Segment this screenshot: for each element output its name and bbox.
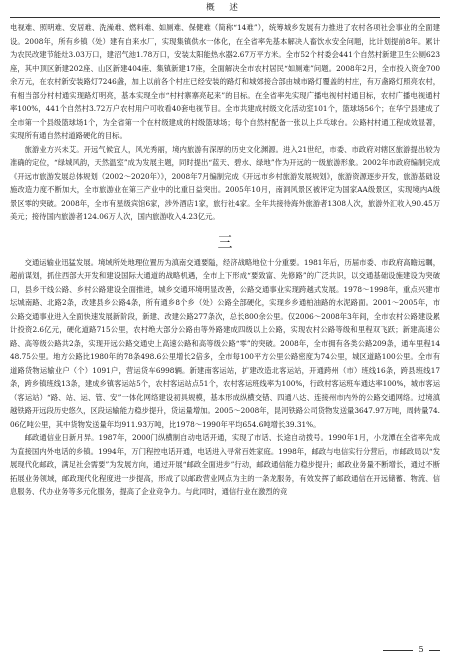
header-rule	[10, 17, 440, 18]
running-header: 概 述	[206, 3, 244, 13]
paragraph-tourism: 旅游业方兴未艾。开远气候宜人，风光秀丽，境内旅游有深厚的历史文化渊源。进入21世纪，市委、市政府对辖区旅游提出较为准确的定位，“绿城风韵，天然温室”成为发展主题，同时提出“蓝天、碧水、绿地”作为开远的一级旅游形象。2002年市政府编制完成《开远市旅游发展总体规划（2002～2020年）》，2008年7月编制完成《开远市乡村旅游发展规划》，旅游资源逐步开发，旅游基础设施改造力度不断加大，全市旅游业在第三产业中的比重日益突出。2005年10月，南洞风景区被评定为国家AA级景区，实现境内A级景区零的突破。2008年，全市有星级宾馆6家，涉外酒店1家，旅行社4家。全年共接待海外旅游者1308人次，旅游外汇收入90.45万美元；接待国内旅游者124.06万人次，国内旅游收入4.23亿元。	[10, 144, 440, 221]
section-number: 三	[217, 232, 233, 251]
paragraph-posts-telecom: 邮政通信业日新月异。1987年，2000门纵横制自动电话开通，实现了市话、长途自动拨号。1990年1月，小龙潭在全省率先成为直接国内外电话的乡镇。1994年，万门程控电话开通，电话进入寻常百姓家庭。1998年，邮政与电信实行分营后，市邮政局以“发展现代化邮政，满足社会需要”为发展方向，通过开展“邮政全面进步”行动，邮政通信能力稳步提升；邮政业务量不断增长，通过不断拓展业务领域，邮政现代化程度进一步提高，形成了以邮政营业网点为主的一条龙服务，有效发挥了邮政通信在开远储蓄、物流、信息服务、代办业务等多元化服务，提高了企业竞争力。与此同时，通信行业在激烈的竞	[10, 433, 440, 496]
page-number: 5	[418, 645, 424, 654]
paragraph-transport: 交通运输业迅猛发展。境域所处地理位置历为滇南交通要隘，经济战略地位十分重要。1981年后，历届市委、市政府高瞻远瞩，超前谋划，抓住西部大开发和建设国际大通道的战略机遇，全市上下形成“要致富、先修路”的广泛共识，以交通基础设施建设为突破口，县乡干线公路、乡村公路建设全面推进，城乡交通环境明显改善，公路交通事业实现跨越式发展。1978～1998年，重点兴建市坛城南路、北路2条，改建县乡公路4条，所有通乡8个乡（处）公路全部硬化，实现乡乡通柏油路的水泥路面。2001～2005年，市公路交通事业进入全面快速发展新阶段，新建、改建公路277条次，总长800余公里。仅2006～2008年3年间，全市农村公路建设累计投资2.6亿元，硬化道路715公里，农村绝大部分公路由等外路建成四级以上公路，实现农村公路等级和里程双飞跃；新建高速公路、高等级公路共2条，实现开远公路交通史上高速公路和高等级公路“零”的突破。2008年，全市拥有各类公路209条，通车里程1448.75公里。地方公路比1980年的78条498.6公里增长2倍多，全市每100平方公里公路密度为74公里，城区道路100公里。全市有道路货物运输业户（个）1091户，营运货车6998辆。新建南客运站，扩建改造北客运站，开通跨州（市）班线16条，跨县班线17条，跨乡镇班线13条，建成乡镇客运站5个，农村客运站点51个，农村客运班线率为100%，行政村客运班车通达率100%，城市客运（客运站）“路、站、运、管、安”一体化网络建设初具规模，基本形成纵横交错、四通八达、连接州市内外的公路交通网络。过境滇越铁路开远段历史悠久，区段运输能力稳步提升，货运量增加。2005～2008年，昆河铁路公司货物发送量3647.97万吨，周转量74.06亿吨公里，其中货物发送量年均911.93万吨，比1978～1990年平均654.6吨增长39.31%。	[10, 257, 440, 429]
footer-rule-left	[383, 650, 413, 651]
footer-rule-right	[429, 650, 440, 651]
paragraph-infrastructure-continued: 电视难、照明难、安居难、洗澡难、燃料难、如厕难、保健难（简称“14难”），统筹城乡发展有力推进了农村各项社会事业的全面建设。2008年，所有乡镇（处）建有自来水厂，实现集镇供水一体化，在全省率先基本解决人畜饮水安全问题，比计划提前8年。累计为农民改建节能灶3.03万口，建沼气池1.78万口，安装太阳能热水器2.67万平方米。全市52个村委会441个自然村新建卫生公厕623座，其中顶区新建202座、山区新建404座、集镇新建17座，全面解决全市农村居民“如厕难”问题。2008年2月，全市投入资金700余万元，在农村新安装路灯7246盏，加上以前各个村庄已经安装的路灯和城郊接合部由城市路灯覆盖的村庄，有万盏路灯照亮农村，有相当部分村村通实现路灯明亮，基本实现全市“村村寨寨亮起来”的目标。在全省率先实现广播电视村村通目标，农村广播电视通村率100%，441个自然村3.72万户农村用户可收看40套电视节目。全市共建成村级文化活动室101个，篮球场56个；在华宁县建成了全市第一个县级篮球场1个，为全省第一个在村级建成的村级篮球场；每个自然村配备一张以上乒乓球台。公路村村通工程成效显著，实现所有通自然村道路硬化的目标。	[10, 23, 440, 140]
body-text	[10, 21, 440, 499]
